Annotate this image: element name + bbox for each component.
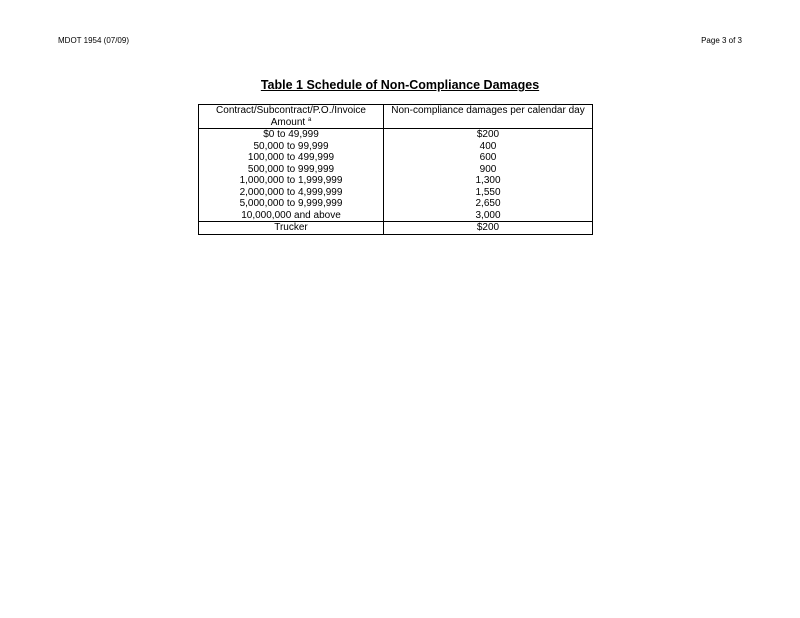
damages-cell: 1,300 bbox=[475, 175, 501, 186]
amount-cell: 1,000,000 to 1,999,999 bbox=[239, 175, 343, 186]
damages-column-header: Non-compliance damages per calendar day bbox=[384, 105, 593, 129]
trucker-row bbox=[199, 222, 593, 235]
table-header-row bbox=[199, 105, 593, 129]
damages-cell: 2,650 bbox=[475, 198, 501, 209]
amount-header-footnote-mark: a bbox=[307, 116, 312, 123]
table-title: Table 1 Schedule of Non-Compliance Damages bbox=[260, 78, 540, 92]
page-number: Page 3 of 3 bbox=[701, 36, 742, 45]
amount-cell: 2,000,000 to 4,999,999 bbox=[239, 186, 343, 198]
amount-column-header bbox=[199, 105, 384, 129]
amount-cell: 10,000,000 and above bbox=[241, 209, 341, 221]
damages-cell: $200 bbox=[476, 129, 500, 140]
amount-header-line2: Amount bbox=[270, 116, 306, 128]
amount-cell: 500,000 to 999,999 bbox=[247, 163, 335, 175]
damages-cell: 400 bbox=[479, 140, 497, 152]
amount-cell: $0 to 49,999 bbox=[263, 129, 319, 140]
amount-column bbox=[199, 129, 384, 222]
amount-header-line1: Contract/Subcontract/P.O./Invoice bbox=[216, 105, 366, 116]
damages-cell: 3,000 bbox=[475, 209, 501, 221]
form-id: MDOT 1954 (07/09) bbox=[58, 36, 129, 45]
damages-column bbox=[384, 129, 593, 222]
table-body-row bbox=[199, 129, 593, 222]
trucker-label: Trucker bbox=[199, 222, 384, 235]
damages-cell: 900 bbox=[479, 163, 497, 175]
amount-cell: 50,000 to 99,999 bbox=[253, 140, 329, 152]
damages-cell: 1,550 bbox=[475, 186, 501, 198]
amount-cell: 5,000,000 to 9,999,999 bbox=[239, 198, 343, 209]
damages-cell: 600 bbox=[479, 152, 497, 163]
amount-cell: 100,000 to 499,999 bbox=[247, 152, 335, 163]
damages-table bbox=[198, 104, 593, 235]
trucker-damages: $200 bbox=[384, 222, 593, 235]
